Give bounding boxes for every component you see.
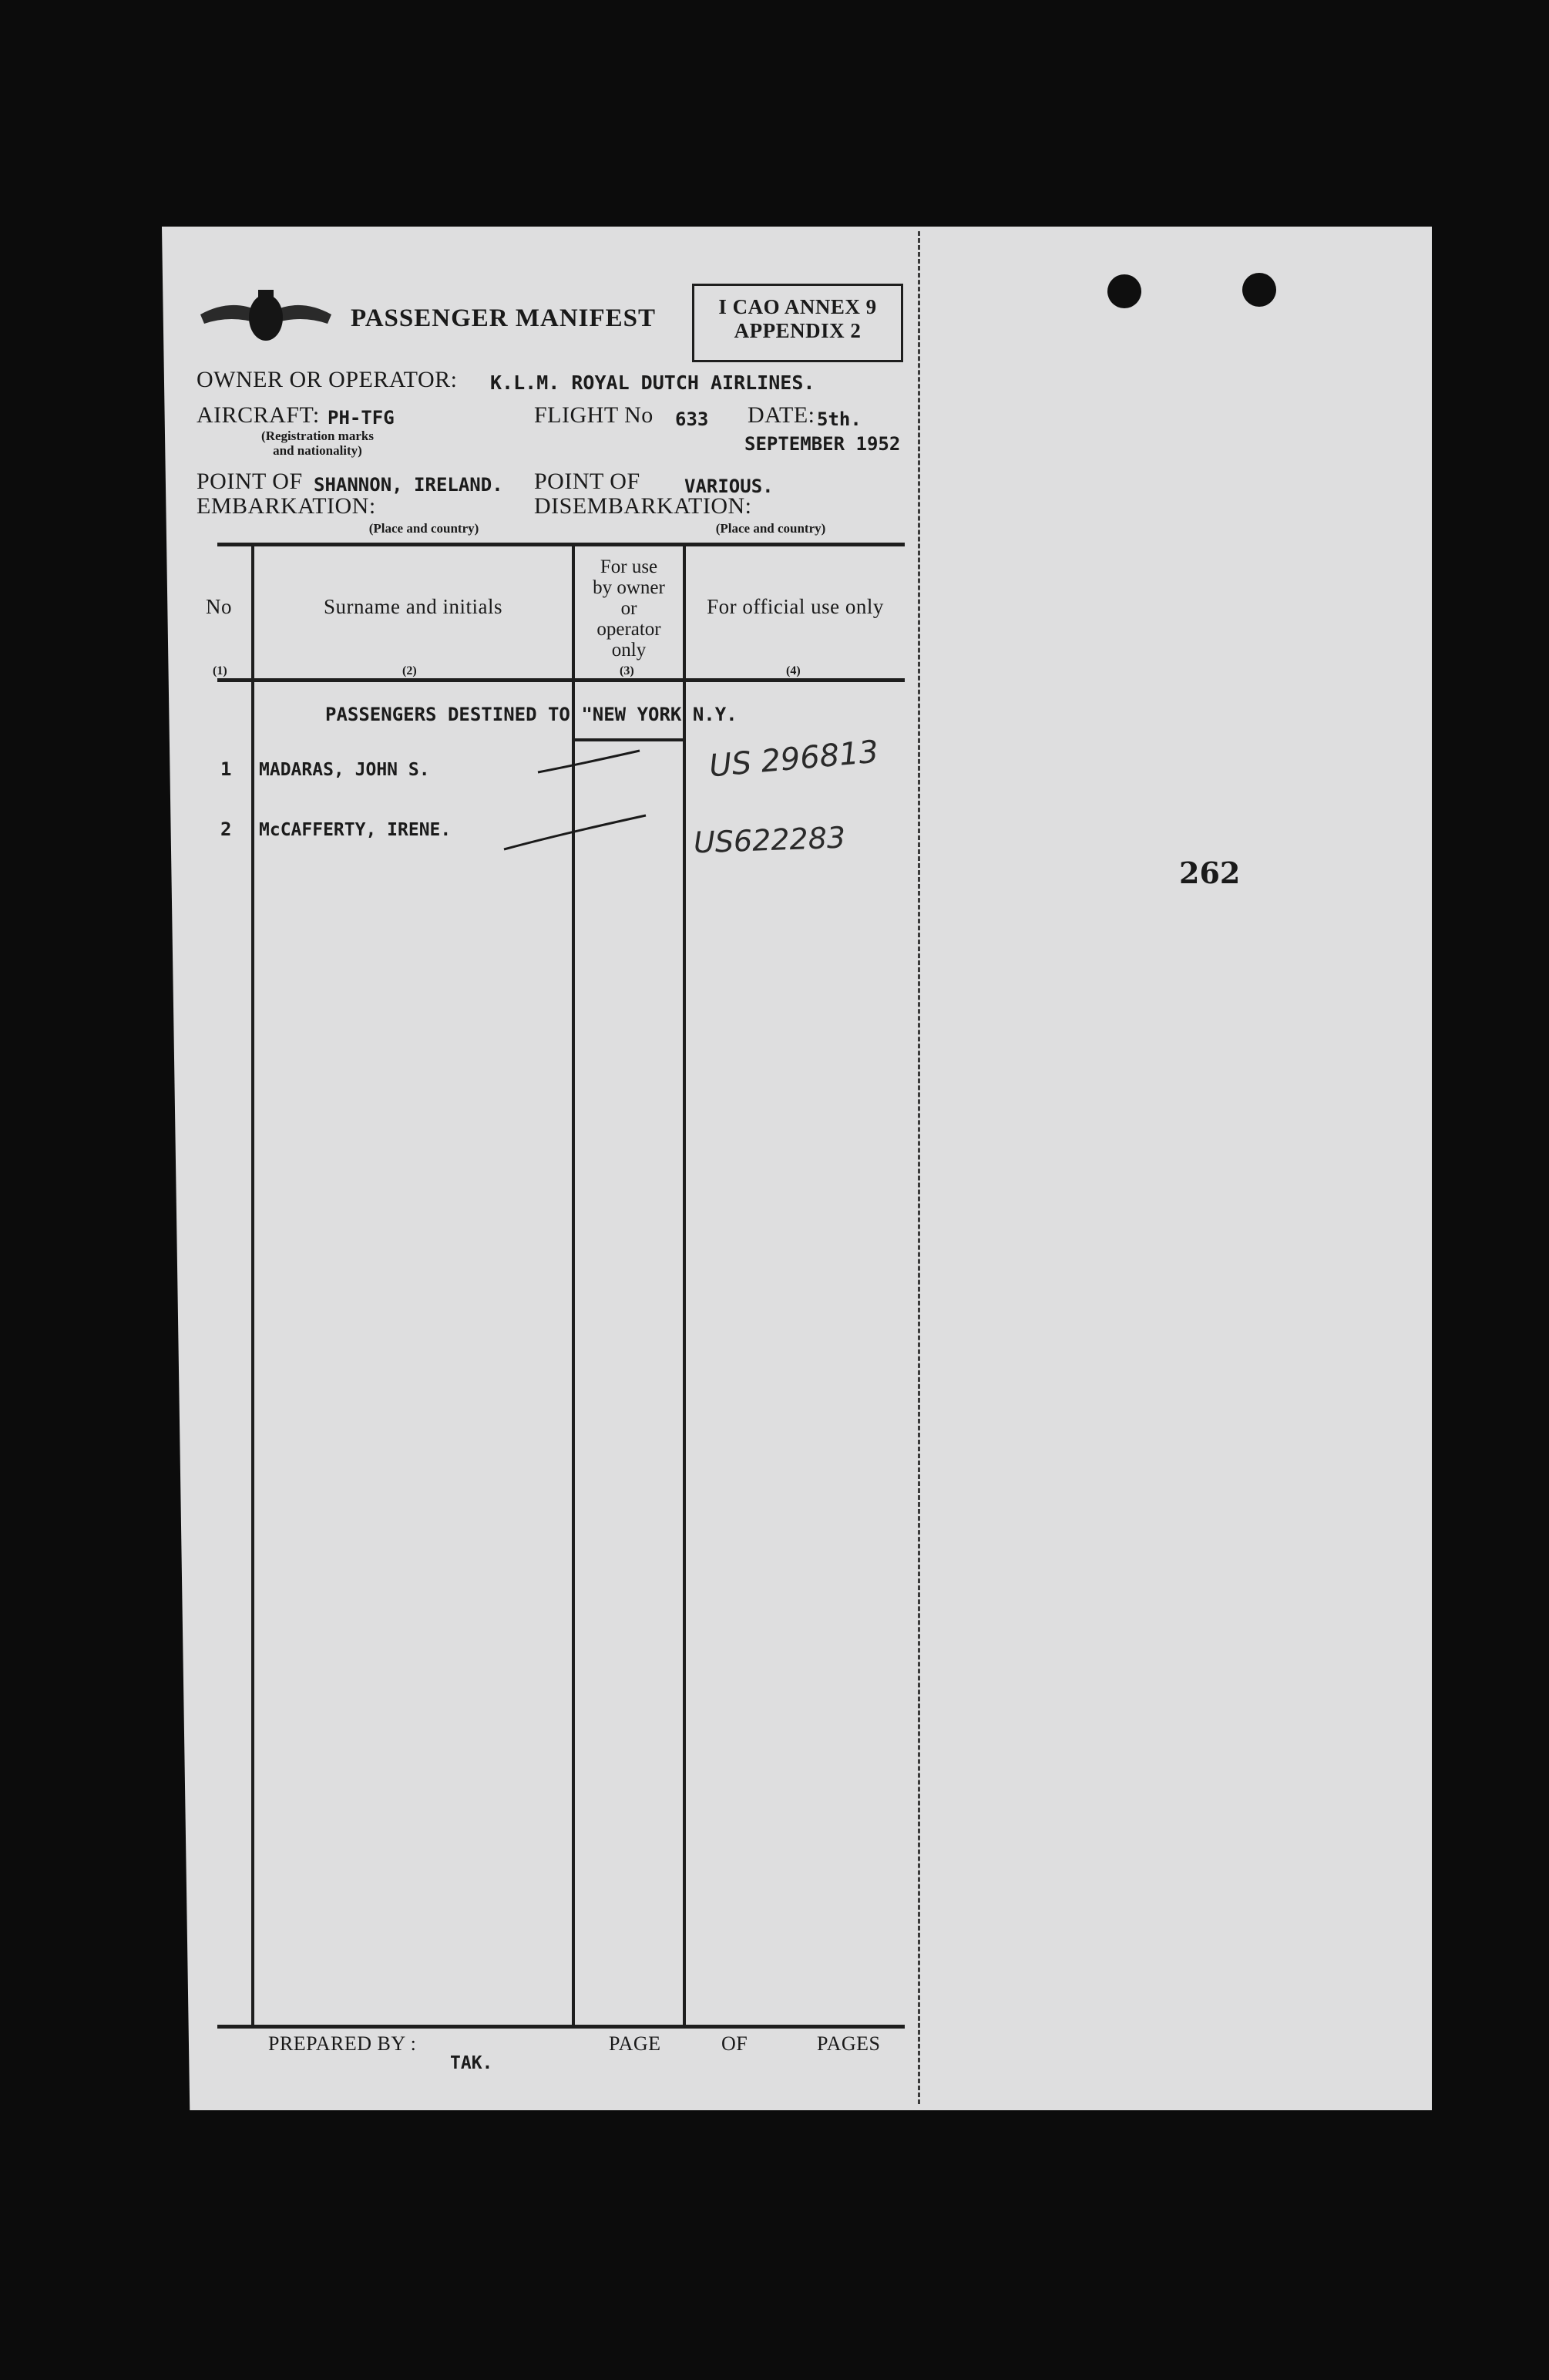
page-label: PAGE bbox=[609, 2032, 661, 2055]
punch-hole-right bbox=[1242, 273, 1276, 307]
embarkation-note: (Place and country) bbox=[368, 521, 479, 536]
pages-label: PAGES bbox=[817, 2032, 881, 2055]
prepared-by-label: PREPARED BY : bbox=[268, 2032, 417, 2055]
col-num-1: (1) bbox=[213, 664, 227, 677]
of-label: OF bbox=[721, 2032, 748, 2055]
row-2-name: McCAFFERTY, IRENE. bbox=[259, 820, 452, 840]
disembarkation-value: VARIOUS. bbox=[684, 476, 774, 497]
disembarkation-label-2: DISEMBARKATION: bbox=[534, 493, 752, 519]
stamp-number: 262 bbox=[1179, 856, 1241, 890]
col-header-owner-use-line: For use bbox=[600, 556, 658, 577]
aircraft-note-1: (Registration marks bbox=[261, 429, 374, 443]
col-header-surname: Surname and initials bbox=[324, 595, 502, 618]
col-header-official: For official use only bbox=[707, 595, 884, 618]
disembarkation-note: (Place and country) bbox=[715, 521, 826, 536]
date-month-year: SEPTEMBER 1952 bbox=[744, 433, 901, 455]
section-heading: PASSENGERS DESTINED TO "NEW YORK N.Y. bbox=[325, 704, 738, 725]
table-header-rule bbox=[217, 678, 905, 682]
aircraft-value: PH-TFG bbox=[328, 407, 395, 429]
col-header-owner-use-line: operator bbox=[596, 619, 661, 640]
manifest-title: PASSENGER MANIFEST bbox=[351, 304, 657, 332]
row-2-official: US622283 bbox=[693, 820, 846, 860]
col-header-no: No bbox=[206, 595, 232, 618]
col-num-3: (3) bbox=[620, 664, 634, 677]
col-header-owner-use-line: or bbox=[620, 598, 637, 619]
row-1-no: 1 bbox=[220, 758, 232, 780]
disembarkation-label-1: POINT OF bbox=[534, 469, 640, 494]
embarkation-value: SHANNON, IRELAND. bbox=[314, 474, 503, 496]
aircraft-note-2: and nationality) bbox=[273, 443, 362, 458]
row-1-dash-mark bbox=[532, 741, 647, 780]
col-header-owner-use-line: by owner bbox=[593, 577, 665, 598]
table-top-rule bbox=[217, 543, 905, 546]
col-divider-1 bbox=[251, 544, 254, 2025]
prepared-by-value: TAK. bbox=[450, 2053, 493, 2073]
row-1-official: US 296813 bbox=[707, 734, 880, 785]
owner-value: K.L.M. ROYAL DUTCH AIRLINES. bbox=[490, 371, 815, 394]
perforation-line bbox=[918, 231, 920, 2104]
row-2-dash-mark bbox=[499, 808, 654, 854]
table-bottom-rule bbox=[217, 2025, 905, 2029]
row-2-no: 2 bbox=[220, 819, 232, 840]
icao-appendix: APPENDIX 2 bbox=[734, 319, 862, 342]
row-1-name: MADARAS, JOHN S. bbox=[259, 760, 430, 780]
date-label: DATE: bbox=[748, 402, 815, 428]
embarkation-label-2: EMBARKATION: bbox=[197, 493, 376, 519]
icao-box bbox=[692, 284, 903, 362]
flight-value: 633 bbox=[675, 408, 709, 430]
punch-hole-left bbox=[1107, 274, 1141, 308]
col-header-owner-use bbox=[575, 556, 683, 661]
col-num-4: (4) bbox=[786, 664, 801, 677]
col-header-owner-use-line: only bbox=[611, 640, 647, 661]
col-num-2: (2) bbox=[402, 664, 417, 677]
owner-label: OWNER OR OPERATOR: bbox=[197, 367, 458, 392]
col-divider-3 bbox=[683, 544, 686, 2025]
embarkation-label-1: POINT OF bbox=[197, 469, 303, 494]
airline-logo bbox=[197, 284, 335, 353]
aircraft-label: AIRCRAFT: bbox=[197, 402, 320, 428]
icao-annex: I CAO ANNEX 9 bbox=[718, 295, 877, 318]
date-day: 5th. bbox=[817, 408, 862, 430]
flight-label: FLIGHT No bbox=[534, 402, 654, 428]
